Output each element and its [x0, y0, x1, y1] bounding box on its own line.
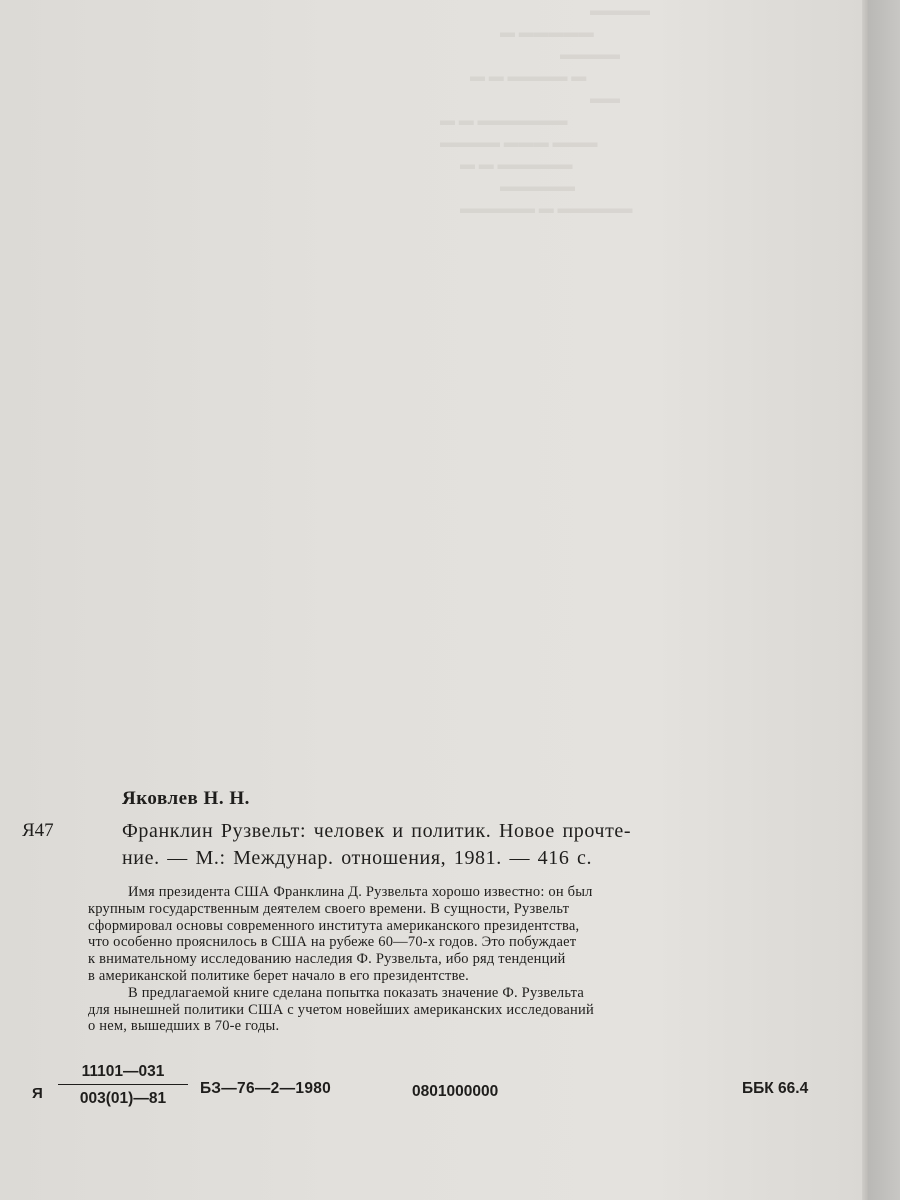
annotation-line: крупным государственным деятелем своего времени. В сущности, Рузвельт: [88, 900, 570, 917]
annotation-line: Имя президента США Франклина Д. Рузвельта хорошо известно: он был: [128, 884, 593, 900]
bbk-index: ББК 66.4: [742, 1080, 809, 1097]
title-line: ние. — М.: Междунар. отношения, 1981. — 416 с.: [122, 847, 593, 869]
bleed-through-decoration: ▬▬▬▬ ▬ ▬▬▬▬▬ ▬▬▬▬ ▬ ▬ ▬▬▬▬ ▬ ▬▬ ▬ ▬ ▬▬▬▬▬▬ ▬▬▬▬ ▬▬▬ ▬▬▬ ▬ ▬ ▬▬▬▬▬ ▬▬▬▬▬ ▬▬▬▬▬ ▬ ▬▬▬▬▬: [440, 3, 650, 217]
bibliographic-title: [122, 818, 842, 872]
title-line: Франклин Рузвельт: человек и политик. Новое прочте-: [122, 820, 632, 842]
annotation-line: что особенно прояснилось в США на рубеже 60—70-х годов. Это побуждает: [88, 934, 577, 951]
annotation-line: В предлагаемой книге сделана попытка показать значение Ф. Рузвельта: [128, 984, 584, 1001]
footer-prefix: Я: [32, 1085, 43, 1102]
background-surface: [868, 0, 900, 1200]
index-fraction: [58, 1062, 188, 1109]
annotation-line: в американской политике берет начало в его президентстве.: [88, 967, 469, 984]
fraction-bar: [58, 1084, 188, 1085]
classification-number: 0801000000: [412, 1083, 499, 1100]
fraction-denominator: 003(01)—81: [79, 1090, 167, 1107]
catalog-code: Я47: [22, 820, 54, 841]
annotation-line: сформировал основы современного института американского президентства,: [88, 917, 580, 934]
annotation-line: о нем, вышедших в 70-е годы.: [88, 1018, 280, 1035]
annotation-line: к внимательному исследованию наследия Ф. Рузвельта, ибо ряд тенденций: [88, 951, 566, 968]
bz-code: БЗ—76—2—1980: [200, 1080, 332, 1097]
fraction-numerator: 11101—031: [81, 1063, 165, 1080]
annotation-text: [88, 884, 848, 1035]
annotation-line: для нынешней политики США с учетом новейших американских исследований: [88, 1001, 594, 1018]
author-name: Яковлев Н. Н.: [122, 788, 250, 809]
